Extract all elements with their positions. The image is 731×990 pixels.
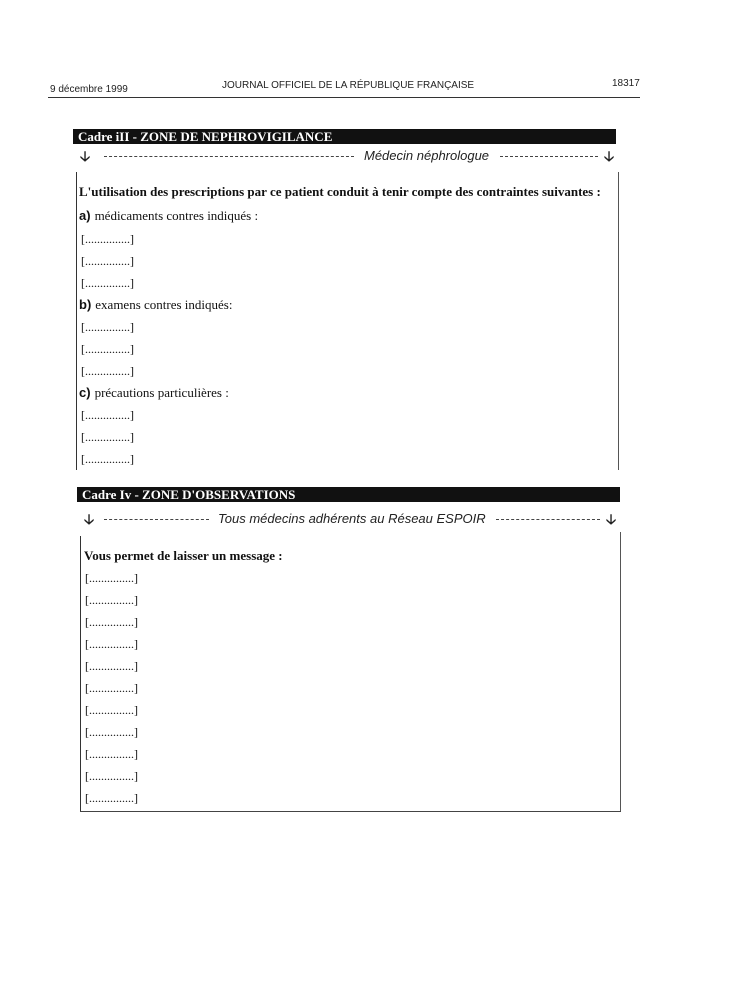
section3-subtitle-row (80, 148, 616, 164)
section3-heading: L'utilisation des prescriptions par ce patient conduit à tenir compte des contraintes suivantes : (79, 184, 601, 199)
message-line[interactable]: [...............] (85, 571, 138, 585)
item-b (79, 297, 232, 313)
down-arrow-icon: 🡣 (606, 511, 617, 527)
section4-left-border (80, 536, 81, 812)
input-line[interactable]: [...............] (81, 320, 134, 334)
item-label: examens contres indiqués: (95, 297, 233, 312)
message-line[interactable]: [...............] (85, 747, 138, 761)
message-line[interactable]: [...............] (85, 703, 138, 717)
message-line[interactable]: [...............] (85, 593, 138, 607)
input-line[interactable]: [...............] (81, 364, 134, 378)
message-line[interactable]: [...............] (85, 659, 138, 673)
dashed-leader (104, 156, 354, 157)
input-line[interactable]: [...............] (81, 342, 134, 356)
message-line[interactable]: [...............] (85, 725, 138, 739)
section3-left-border (76, 172, 77, 470)
section3-right-border (618, 172, 619, 470)
message-line[interactable]: [...............] (85, 637, 138, 651)
section3-title: Cadre iII - ZONE DE NEPHROVIGILANCE (78, 129, 333, 144)
section4-title-bar (77, 487, 620, 502)
down-arrow-icon: 🡣 (84, 511, 95, 527)
dashed-leader (500, 156, 598, 157)
section3-subtitle: Médecin néphrologue (364, 148, 490, 163)
item-a (79, 208, 258, 224)
item-c (79, 385, 229, 401)
message-line[interactable]: [...............] (85, 769, 138, 783)
message-line[interactable]: [...............] (85, 615, 138, 629)
section4-subtitle: Tous médecins adhérents au Réseau ESPOIR (218, 511, 486, 526)
header-date: 9 décembre 1999 (50, 84, 128, 95)
section4-heading: Vous permet de laisser un message : (84, 548, 283, 563)
message-line[interactable]: [...............] (85, 791, 138, 805)
down-arrow-icon: 🡣 (80, 148, 91, 164)
item-label: précautions particulières : (94, 385, 229, 400)
input-line[interactable]: [...............] (81, 408, 134, 422)
input-line[interactable]: [...............] (81, 276, 134, 290)
item-letter: a) (79, 208, 91, 223)
dashed-leader (496, 519, 600, 520)
section4-title: Cadre Iv - ZONE D'OBSERVATIONS (82, 487, 296, 502)
dashed-leader (104, 519, 209, 520)
input-line[interactable]: [...............] (81, 232, 134, 246)
header-journal-title: JOURNAL OFFICIEL DE LA RÉPUBLIQUE FRANÇAISE (222, 80, 475, 91)
input-line[interactable]: [...............] (81, 430, 134, 444)
header-page-number: 18317 (612, 78, 640, 89)
section4-subtitle-row (84, 511, 620, 527)
input-line[interactable]: [...............] (81, 254, 134, 268)
item-letter: b) (79, 297, 92, 312)
input-line[interactable]: [...............] (81, 452, 134, 466)
down-arrow-icon: 🡣 (604, 148, 615, 164)
message-line[interactable]: [...............] (85, 681, 138, 695)
section3-title-bar (73, 129, 616, 144)
item-label: médicaments contres indiqués : (94, 208, 259, 223)
header-divider (48, 97, 640, 98)
item-letter: c) (79, 385, 91, 400)
section4-bottom-border (80, 811, 621, 812)
section4-right-border (620, 532, 621, 812)
